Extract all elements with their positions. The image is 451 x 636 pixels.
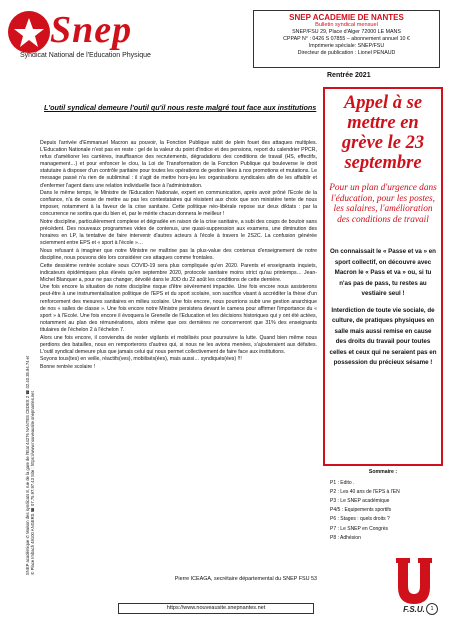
fsu-label: F.S.U. xyxy=(403,605,425,614)
snep-logo xyxy=(6,8,226,64)
article-paragraph: Bonne rentrée scolaire ! xyxy=(40,363,96,370)
strike-call-box xyxy=(323,87,443,466)
toc-item: P6 : Stages : quels droits ? xyxy=(330,516,390,523)
publication-header xyxy=(253,10,440,68)
toc-item: P4/5 : Equipements sportifs xyxy=(330,507,392,514)
toc-item: P2 : Les 40 ans de l'EPS à l'EN xyxy=(330,489,400,496)
article-paragraph: Soyons tous(tes) en veille, réactifs(ves), mobilisés(ées), mais aussi… syndiqués(ées) !!! xyxy=(40,356,242,363)
logo-text: Snep xyxy=(50,9,133,51)
article-body xyxy=(40,140,317,372)
side-contact xyxy=(25,275,35,575)
article-paragraph: Alors une fois encore, il conviendra de rester vigilants et mobilisés pour poursuivre la lutte. Quand bien même nous perdions des batailles, nous en remporterons d'autres qui, si nous ne les avions menées, s'ajouteraient aux défaites. L'outil syndical demeure plus que jamais celui qui nous permet collectivement de faire face aux institutions. xyxy=(40,334,317,355)
strike-call-subtitle: Pour un plan d'urgence dans l'éducation, pour les postes, les salaires, l'amélioration des conditions de travail xyxy=(329,183,437,225)
strike-call-body xyxy=(329,247,437,369)
article-paragraph: Une fois encore la situation de notre discipline risque d'être sévèrement impactée. Une fois encore nous assisterons peut-être à une instrumentalisation politique de l'EPS et du sport scolaire, son sacrifice visant à accréditer la thèse d'un renforcement des mesures sanitaires en milieu scolaire. Une fois encore, nous pourrions subir une gestion anarchique de nos « salles de classe ». Une fois encore notre Ministre persistera devant le camera pour affirmer l'importance du « sport » à l'Ecole. Une fois encore il évoquera le Grenelle de l'Education et les décisions historiques qui y ont été actées, notamment au plan des rémunérations, alors même que ces dernières ne concerneront que 31% des enseignants titulaires de l'échelon 2 à l'échelon 7. xyxy=(40,284,317,333)
strike-call-paragraph: Interdiction de toute vie sociale, de culture, de pratiques physiques en salle mais aussi remise en cause des droits du travail pour toutes celles et ceux qui ne seraient pas en possession du précieux sésame ! xyxy=(329,306,437,367)
toc-item: P1 : Edito . xyxy=(330,480,355,487)
header-subtitle: Bulletin syndical mensuel xyxy=(315,22,378,28)
strike-call-paragraph: On connaissait le « Passe et va » en sport collectif, on découvre avec Macron le « Pass et va » ou, si tu n'as pas de pass, tu restes au vestiaire seul ! xyxy=(330,248,436,298)
article-title: L'outil syndical demeure l'outil qu'il nous reste malgré tout face aux institutions xyxy=(44,103,317,112)
article-paragraph: Nous refusant à imaginer que notre Ministre ne maîtrise pas la plus-value des contenus d'enseignement de notre discipline, nous pouvons dès lors considérer ces attaques comme frontales. xyxy=(40,247,317,261)
table-of-contents xyxy=(324,468,442,543)
logo-subtitle: Syndicat National de l'Education Physique xyxy=(20,52,151,59)
article-paragraph: Depuis l'arrivée d'Emmanuel Macron au pouvoir, la Fonction Publique subit de plein fouet des attaques multiples. L'Education Nationale n'est pas en reste : gel de la valeur du point d'indice et des pensions, report du calendrier PPCR, refus d'améliorer les carrières, insuffisance des recrutements, dégradations des conditions de travail (HS, effectifs, management…) et pour enfoncer le clou, la Loi de Transformation de la Fonction Publique qui bouleverse le droit statutaire à disposer d'un contrôle paritaire pour toutes les opérations de gestion liées à nos promotions et mutations. Le message passé n'a rien de subliminal : il s'agit de mettre hors-jeu les organisations syndicales afin de les affaiblir et d'enfermer l'agent dans une relation individuelle face à l'administration. xyxy=(40,140,317,189)
article-paragraph: Cette dessième rentrée scolaire sous COVID-19 sera plus compliquée qu'en 2020. Parents et enseignants inquiets, indicateurs épidémiques plus élevés qu'en septembre 2020, protocole sanitaire moins strict qu'au printemps… Jean-Michel Blanquer a, pour ne pas changer, dévoilé dans le JDD du 22 août les conditions de cette dernière. xyxy=(40,262,317,283)
header-title: SNEP ACADEMIE DE NANTES xyxy=(289,13,404,22)
toc-item: P7 : Le SNEP en Congrès xyxy=(330,525,388,532)
header-line: SNEP/FSU 29, Place d'Alger 72000 LE MANS xyxy=(292,29,401,35)
side-line: SNEP académique ✆ Maison des syndicats 8, rue de la gare de l'Etat 44276 NANTES CEDEX 2 ☎ 02.40.35.94.74 et xyxy=(25,355,30,575)
side-line: ✆ Place Imbach 49100 ANGERS ☎ 07.75.97.97.43 Site : https://www.nouveausite.snepnantes.net xyxy=(30,391,35,575)
strike-call-title: Appel à se mettre en grève le 23 septembre xyxy=(341,93,425,173)
toc-item: P3 : Le SNEP académique xyxy=(330,498,390,505)
header-line: CPPAP N° : 0426 S 07855 – abonnement annuel 10 € xyxy=(283,36,410,42)
toc-title: Sommaire : xyxy=(368,469,398,475)
article-paragraph: Dans le même temps, le Ministre de l'Education Nationale, expert en communication, après avoir prôné l'Ecole de la confiance, n'a de cesse de mettre au pas les contestataires qui résistent aux choix que son ministère tente de nous imposer, notamment à la faveur de la crise sanitaire. Cette politique néo-libérale repose sur deux diktats : par la concurrence ne sortira que du bien et, par le mérite chacun donnera le meilleur ! xyxy=(40,190,317,218)
snep-star-icon xyxy=(6,10,52,54)
toc-item: P8 : Adhésion xyxy=(330,534,361,541)
header-line: Directeur de publication : Lionel PENAUD xyxy=(297,50,396,56)
footer-url-link[interactable]: https://www.nouveausite.snepnantes.net xyxy=(118,603,314,614)
issue-label: Rentrée 2021 xyxy=(327,72,371,79)
header-line: Imprimerie spéciale: SNEP/FSU xyxy=(308,43,385,49)
article-paragraph: Notre discipline, particulièrement complexe et dégradée en raison de la crise sanitaire, a subi des coups de boutoir sans précédent. Des nouveaux programmes vides de contenus, une quasi-suppression aux examens, une diminution des horaires en LP, la tentative de faire intervenir d'autres acteurs à l'école à travers le 2S2C. La confusion générée sciemment entre EPS et « sport à l'école »… xyxy=(40,219,317,247)
article-signature: Pierre ICEAGA, secrétaire départemental du SNEP FSU 53 xyxy=(174,576,317,582)
page-number: 1 xyxy=(426,603,438,615)
